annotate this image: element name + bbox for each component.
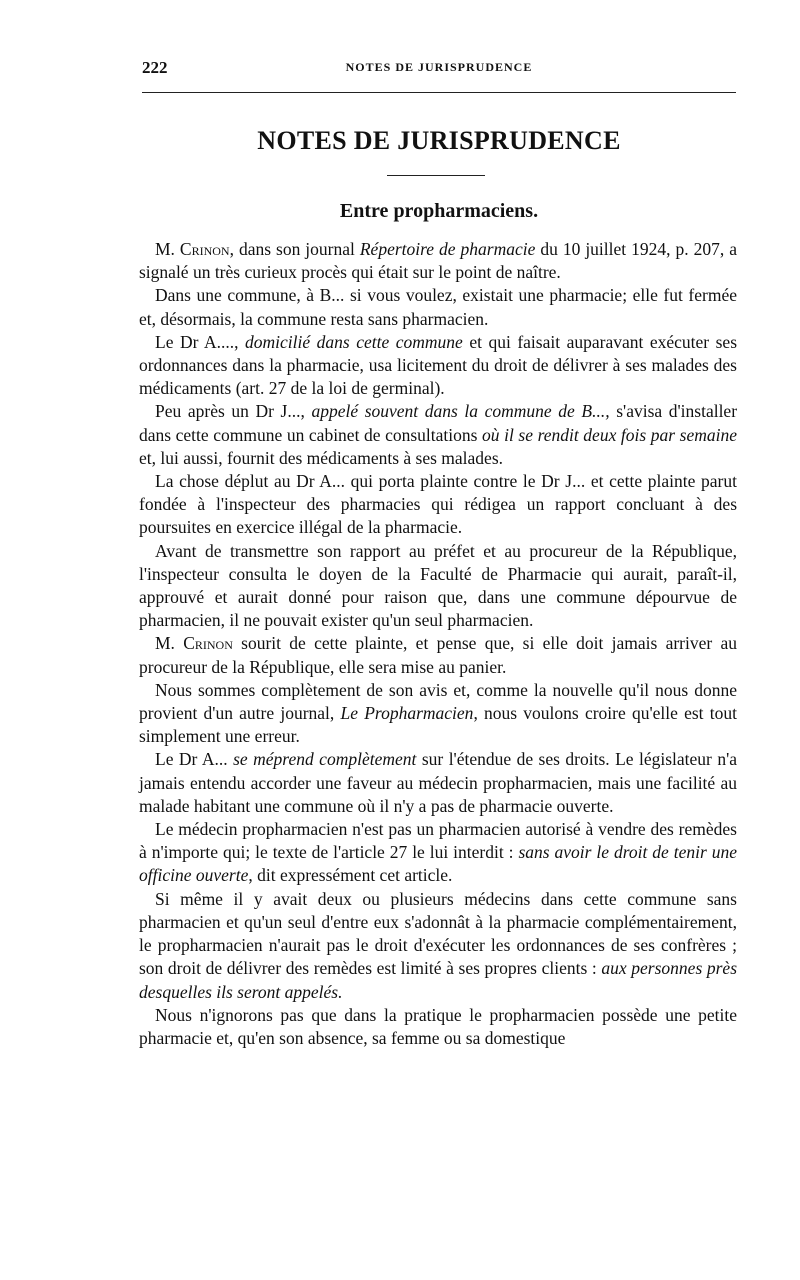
paragraph: Si même il y avait deux ou plusieurs médecins dans cette commune sans pharmacien et qu'un seul d'entre eux s'adonnât à la pharmacie complémentairement, le propharmacien n'aurait pas le droit d'exécuter les ordonnances de ses confrères ; son droit de délivrer des remèdes est limité à ses propres clients : aux personnes près desquelles ils seront appelés. xyxy=(139,888,738,1002)
paragraph: Avant de transmettre son rapport au préfet et au procureur de la République, l'inspecteur consulta le doyen de la Faculté de Pharmacie qui aurait, paraît-il, approuvé et aurait donné pour raison que, dans une commune dépourvue de pharmacien, il ne pouvait exister qu'un seul pharmacien. xyxy=(139,540,737,631)
paragraph: Le Dr A...., domicilié dans cette commune et qui faisait auparavant exécuter ses ordonnances dans la pharmacie, usa licitement du droit de délivrer à ses malades des médicaments (art. 27 de la loi de germinal). xyxy=(139,331,738,399)
author-name: Crinon xyxy=(179,239,230,259)
article-body xyxy=(139,238,737,1050)
article-subtitle: Entre propharmaciens. xyxy=(339,200,539,222)
article-title: NOTES DE JURISPRUDENCE xyxy=(257,126,621,155)
paragraph: Peu après un Dr J..., appelé souvent dans la commune de B..., s'avisa d'installer dans cette commune un cabinet de consultations où il se rendit deux fois par semaine et, lui aussi, fournit des médicaments à ses malades. xyxy=(139,401,738,468)
paragraph: Le médecin propharmacien n'est pas un pharmacien autorisé à vendre des remèdes à n'importe qui; le texte de l'article 27 le lui interdit : sans avoir le droit de tenir une officine ouverte, dit expressément cet article. xyxy=(139,819,737,886)
paragraph: M. Crinon, dans son journal Répertoire de pharmacie du 10 juillet 1924, p. 207, a signalé un très curieux procès qui était sur le point de naître. xyxy=(139,239,737,283)
page-number: 222 xyxy=(142,58,168,77)
paragraph: M. Crinon sourit de cette plainte, et pense que, si elle doit jamais arriver au procureur de la République, elle sera mise au panier. xyxy=(139,633,737,677)
paragraph: Nous n'ignorons pas que dans la pratique le propharmacien possède une petite pharmacie et, qu'en son absence, sa femme ou sa domestique xyxy=(139,1004,737,1048)
paragraph: Dans une commune, à B... si vous voulez, existait une pharmacie; elle fut fermée et, désormais, la commune resta sans pharmacien. xyxy=(139,285,737,329)
author-name: Crinon xyxy=(183,633,233,654)
paragraph: La chose déplut au Dr A... qui porta plainte contre le Dr J... et cette plainte parut fondée à l'inspecteur des pharmacies qui rédigea un rapport concluant à des poursuites en exercice illégal de la pharmacie. xyxy=(139,471,737,538)
header-rule xyxy=(142,92,736,93)
running-head: NOTES DE JURISPRUDENCE xyxy=(345,60,533,74)
paragraph: Le Dr A... se méprend complètement sur l'étendue de ses droits. Le législateur n'a jamais entendu accorder une faveur au médecin propharmacien, mais une facilité au malade habitant une commune où il n'y a pas de pharmacie ouverte. xyxy=(139,749,738,816)
paragraph: Nous sommes complètement de son avis et, comme la nouvelle qu'il nous donne provient d'un autre journal, Le Propharmacien, nous voulons croire qu'elle est tout simplement une erreur. xyxy=(139,679,737,747)
page-header xyxy=(142,58,736,88)
title-rule xyxy=(387,175,485,176)
